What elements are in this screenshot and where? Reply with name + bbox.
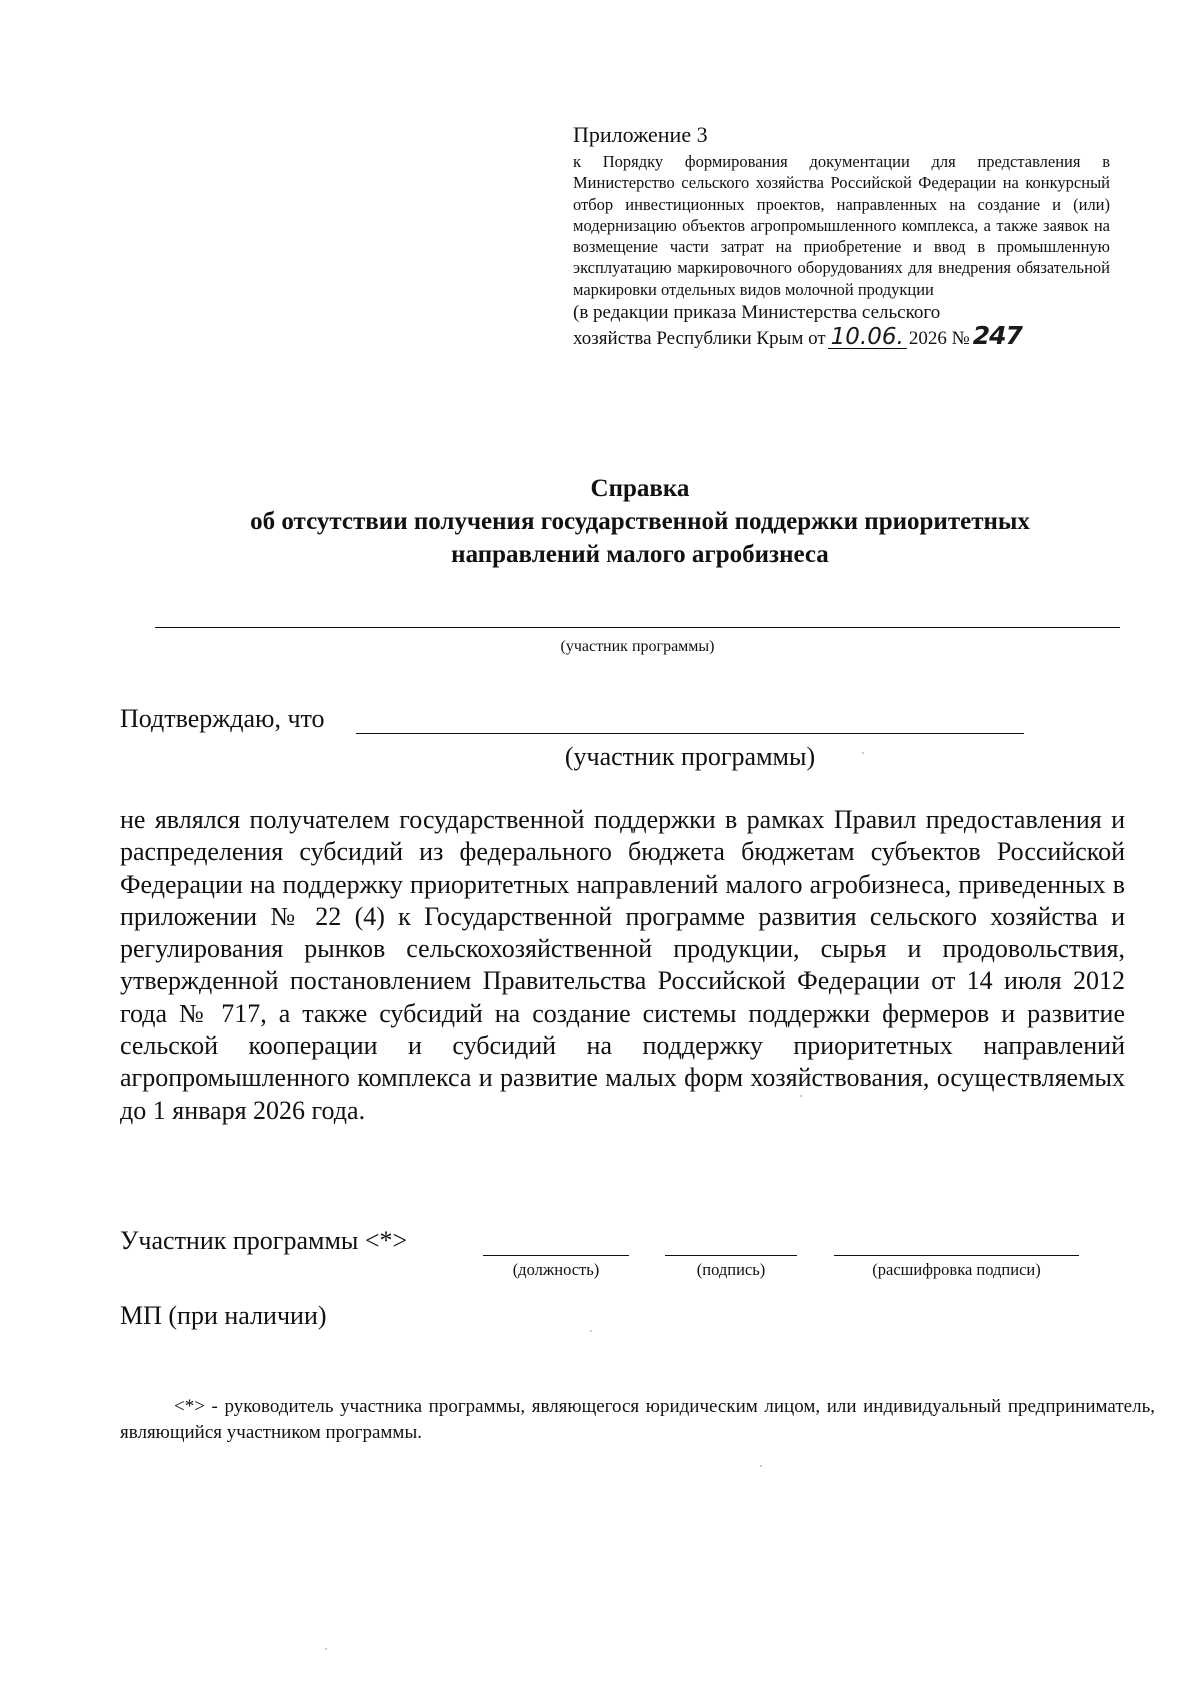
decoding-caption: (расшифровка подписи) [872, 1260, 1041, 1279]
title-line-1: Справка [590, 475, 690, 502]
title-line-3: направлений малого агробизнеса [451, 541, 829, 568]
edition-year: 2026 № [908, 328, 970, 350]
scan-speck [862, 752, 864, 754]
edition-prefix: хозяйства Республики Крым от [573, 328, 826, 350]
scan-speck [760, 1465, 762, 1467]
scan-speck [325, 1648, 327, 1650]
signature-caption: (подпись) [696, 1260, 766, 1279]
position-caption: (должность) [512, 1260, 600, 1279]
confirm-label: Подтверждаю, что [120, 704, 325, 733]
appendix-description: к Порядку формирования документации для представления в Министерство сельского хозяйства Российской Федерации на конкурсный отбор инвестиционных проектов, направленных на создание и (или) модернизацию объектов агропромышленного комплекса, а также заявок на возмещение части затрат на приобретение и ввод в промышленную эксплуатацию маркировочного оборудованиях для внедрения обязательной маркировки отдельных видов молочной продукции [573, 152, 1110, 299]
appendix-title: Приложение 3 [573, 122, 708, 147]
position-blank-line [483, 1255, 629, 1256]
appendix-edition-reference [573, 321, 1110, 351]
title-line-2: об отсутствии получения государственной поддержки приоритетных [250, 508, 1030, 535]
signature-label: Участник программы <*> [120, 1226, 408, 1255]
decoding-blank-line [834, 1255, 1079, 1256]
handwritten-order-number: 247 [972, 321, 1022, 351]
footnote: <*> - руководитель участника программы, являющегося юридическим лицом, или индивидуальный предприниматель, являющийся участником программы. [120, 1396, 1155, 1443]
scan-speck [590, 1330, 592, 1332]
appendix-edition-line: (в редакции приказа Министерства сельского [573, 302, 941, 324]
scan-speck [800, 1095, 802, 1097]
participant-caption-small: (участник программы) [560, 638, 715, 655]
signature-blank-line [665, 1255, 797, 1256]
appendix-block [573, 122, 1110, 351]
handwritten-date: 10.06. [828, 326, 907, 349]
confirm-blank-line [356, 733, 1024, 734]
participant-blank-line [155, 627, 1120, 628]
document-title [120, 472, 1160, 571]
body-paragraph: не являлся получателем государственной поддержки в рамках Правил предоставления и распределения субсидий из федерального бюджета бюджетам субъектов Российской Федерации на поддержку приоритетных направлений малого агробизнеса, приведенных в приложении № 22 (4) к Государственной программе развития сельского хозяйства и регулирования рынков сельскохозяйственной продукции, сырья и продовольствия, утвержденной постановлением Правительства Российской Федерации от 14 июля 2012 года № 717, а также субсидий на создание системы поддержки фермеров и развитие сельской кооперации и субсидий на поддержку приоритетных направлений агропромышленного комплекса и развитие малых форм хозяйствования, осуществляемых до 1 января 2026 года. [120, 805, 1125, 1125]
stamp-label: МП (при наличии) [120, 1301, 327, 1330]
confirm-caption: (участник программы) [564, 742, 816, 771]
